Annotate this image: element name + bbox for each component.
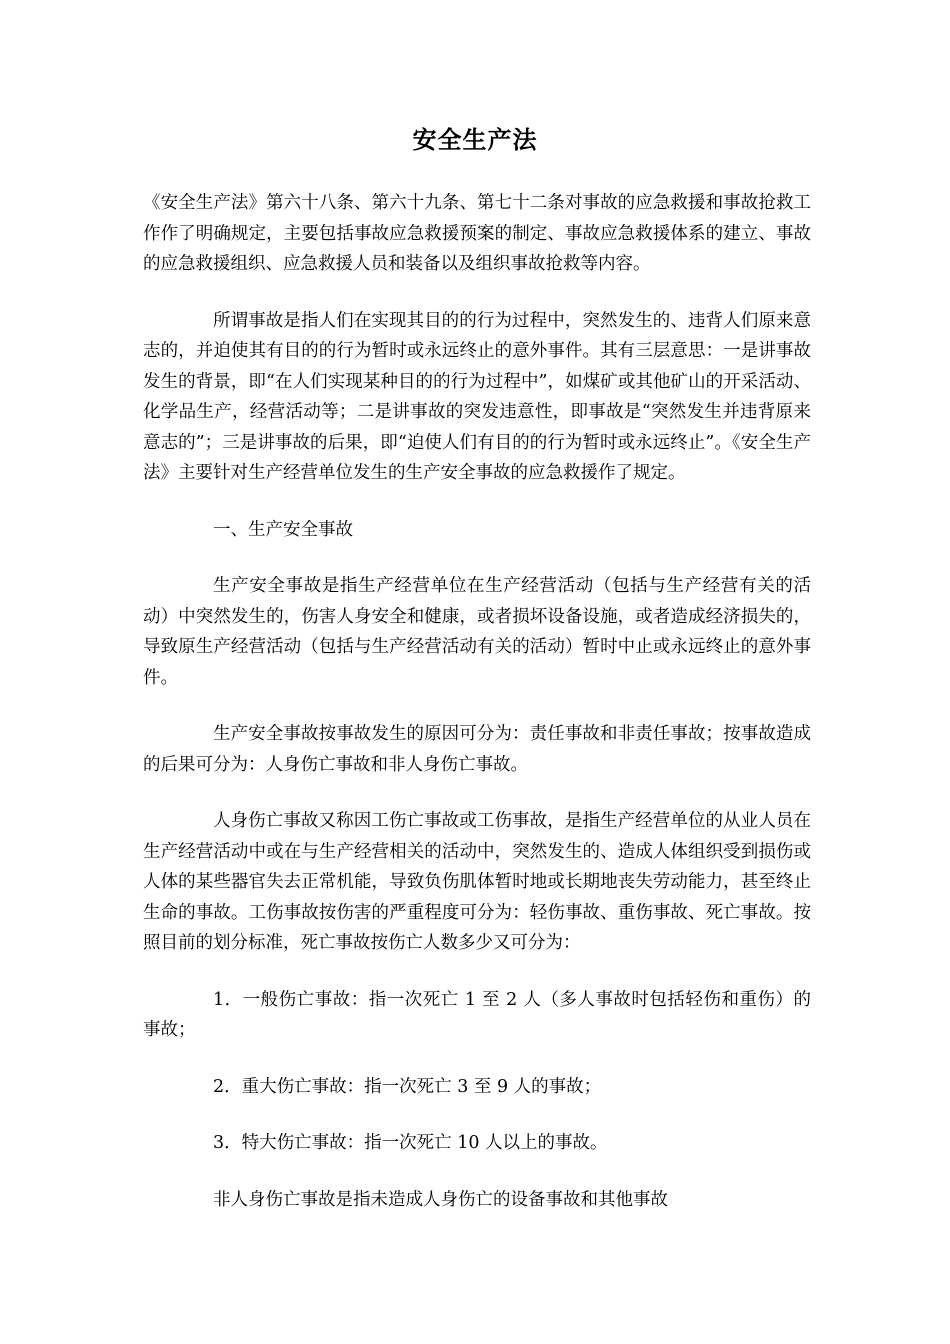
paragraph-casualty-accident: 人身伤亡事故又称因工伤亡事故或工伤事故，是指生产经营单位的从业人员在生产经营活动中或在与生产经营相关的活动中，突然发生的、造成人体组织受到损伤或人体的某些器官失去正常机能，导致负伤肌体暂时地或长期地丧失劳动能力，甚至终止生命的事故。工伤事故按伤害的严重程度可分为：轻伤事故、重伤事故、死亡事故。按照目前的划分标准，死亡事故按伤亡人数多少又可分为：	[143, 811, 811, 953]
list-item-major: 2．重大伤亡事故：指一次死亡 3 至 9 人的事故；	[213, 1076, 602, 1097]
paragraph-accident-definition: 所谓事故是指人们在实现其目的的行为过程中，突然发生的、违背人们原来意志的，并迫使其有目的的行为暂时或永远终止的意外事件。其有三层意思：一是讲事故发生的背景，即“在人们实现某种目的的行为过程中”，如煤矿或其他矿山的开采活动、化学品生产，经营活动等；二是讲事故的突发违意性，即事故是“突然发生并违背原来意志的”；三是讲事故的后果，即“迫使人们有目的的行为暂时或永远终止”。《安全生产法》主要针对生产经营单位发生的生产安全事故的应急救援作了规定。	[143, 310, 811, 483]
list-item-general: 1．一般伤亡事故：指一次死亡 1 至 2 人（多人事故时包括轻伤和重伤）的事故；	[143, 989, 811, 1040]
section-heading: 一、生产安全事故	[213, 519, 353, 540]
page-title: 安全生产法	[412, 125, 538, 154]
list-item-extraordinary: 3．特大伤亡事故：指一次死亡 10 人以上的事故。	[213, 1133, 608, 1153]
paragraph-intro: 《安全生产法》第六十八条、第六十九条、第七十二条对事故的应急救援和事故抢救工作作了明确规定，主要包括事故应急救援预案的制定、事故应急救援体系的建立、事故的应急救援组织、应急救援人员和装备以及组织事故抢救等内容。	[143, 193, 811, 274]
document-body	[143, 188, 811, 1241]
paragraph-non-casualty: 非人身伤亡事故是指未造成人身伤亡的设备事故和其他事故	[213, 1189, 668, 1210]
paragraph-production-accident: 生产安全事故是指生产经营单位在生产经营活动（包括与生产经营有关的活动）中突然发生的，伤害人身安全和健康，或者损坏设备设施，或者造成经济损失的，导致原生产经营活动（包括与生产经营活动有关的活动）暂时中止或永远终止的意外事件。	[143, 576, 811, 688]
paragraph-classification: 生产安全事故按事故发生的原因可分为：责任事故和非责任事故；按事故造成的后果可分为：人身伤亡事故和非人身伤亡事故。	[143, 724, 811, 775]
